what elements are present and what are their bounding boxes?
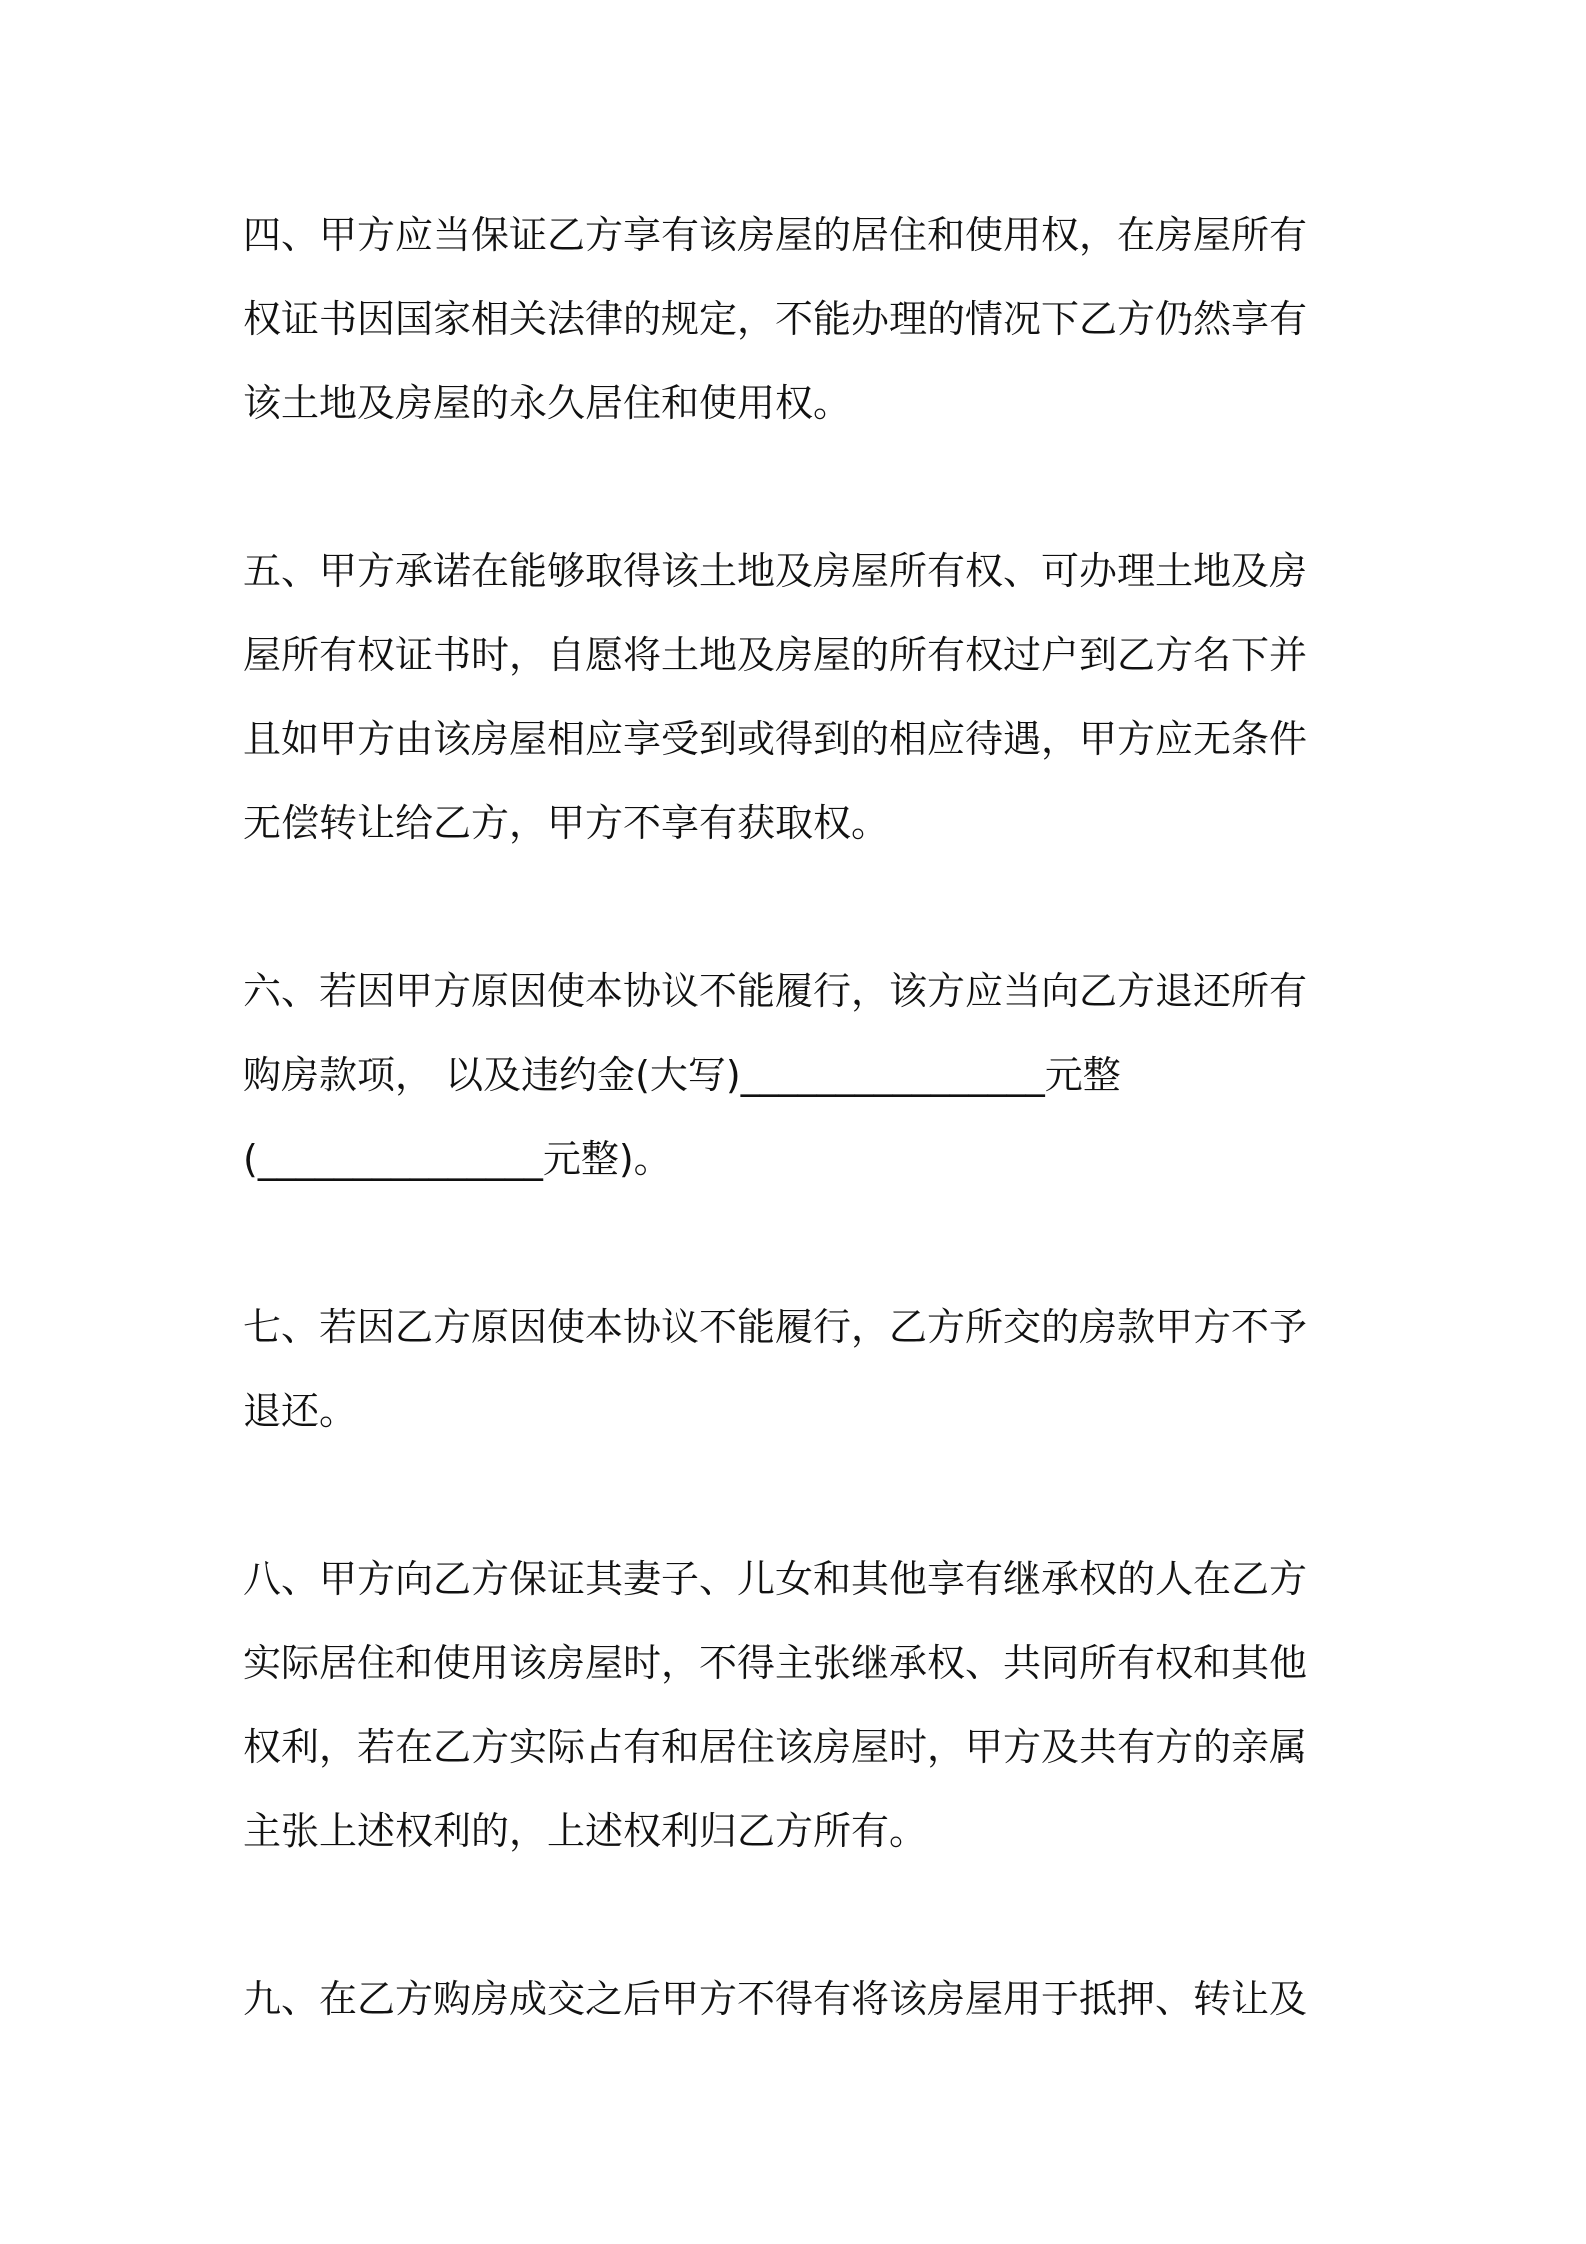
clause-4: 四、甲方应当保证乙方享有该房屋的居住和使用权，在房屋所有 权证书因国家相关法律的规定，不能办理的情况下乙方仍然享有 该土地及房屋的永久居住和使用权。 [243,213,1308,425]
clause-7: 七、若因乙方原因使本协议不能履行，乙方所交的房款甲方不予 退还。 [243,1305,1308,1433]
clause-9: 九、在乙方购房成交之后甲方不得有将该房屋用于抵押、转让及 [243,1977,1308,2021]
document-body [243,193,1358,2125]
clause-8: 八、甲方向乙方保证其妻子、儿女和其他享有继承权的人在乙方 实际居住和使用该房屋时，不得主张继承权、共同所有权和其他 权利，若在乙方实际占有和居住该房屋时，甲方及共有方的亲属 主张上述权利的，上述权利归乙方所有。 [243,1557,1308,1853]
clause-6: 六、若因甲方原因使本协议不能履行，该方应当向乙方退还所有 购房款项， 以及违约金(大写)________________元整 (_______________元整)。 [243,969,1308,1181]
clause-5: 五、甲方承诺在能够取得该土地及房屋所有权、可办理土地及房 屋所有权证书时，自愿将土地及房屋的所有权过户到乙方名下并 且如甲方由该房屋相应享受到或得到的相应待遇，甲方应无条件 无偿转让给乙方，甲方不享有获取权。 [243,549,1308,845]
